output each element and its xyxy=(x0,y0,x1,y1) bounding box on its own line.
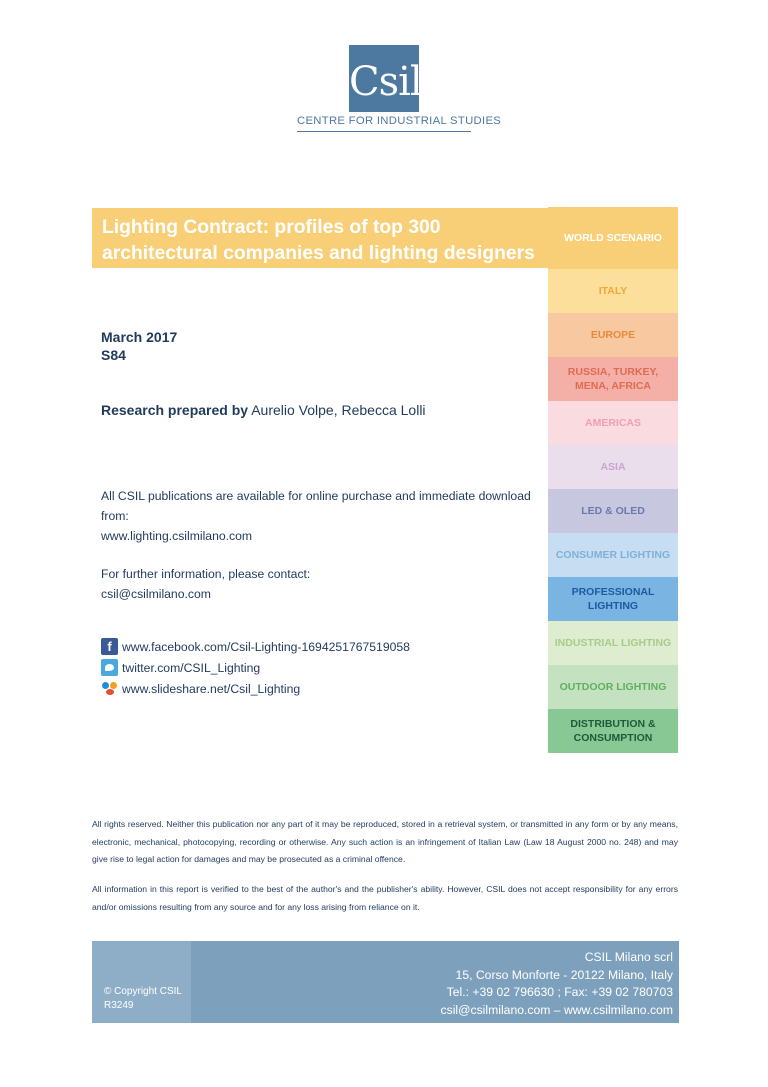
report-title-line-1: Lighting Contract: profiles of top 300 xyxy=(102,217,441,238)
menu-item-europe[interactable]: EUROPE xyxy=(548,313,678,357)
report-reference: R3249 xyxy=(104,1000,134,1011)
menu-item-professional-lighting[interactable]: PROFESSIONAL LIGHTING xyxy=(548,577,678,621)
company-name: CSIL Milano scrl xyxy=(584,950,673,964)
report-title-line-2: architectural companies and lighting designers xyxy=(102,243,535,264)
street-address: 15, Corso Monforte - 20122 Milano, Italy xyxy=(455,967,673,982)
csil-logo xyxy=(297,45,502,133)
menu-item-russia-turkey-mena-africa[interactable]: RUSSIA, TURKEY, MENA, AFRICA xyxy=(548,357,678,401)
contact-info xyxy=(101,564,310,604)
facebook-link[interactable]: www.facebook.com/Csil-Lighting-1694251767519058 xyxy=(122,640,410,654)
logo-subtitle: CENTRE FOR INDUSTRIAL STUDIES xyxy=(297,115,502,127)
menu-item-italy[interactable]: ITALY xyxy=(548,269,678,313)
menu-item-asia[interactable]: ASIA xyxy=(548,445,678,489)
social-row-slideshare[interactable] xyxy=(101,680,441,701)
report-date: March 2017 xyxy=(101,329,178,345)
footer-left-panel xyxy=(92,941,191,1023)
copyright-block xyxy=(104,985,182,1013)
report-code: S84 xyxy=(101,347,126,363)
disclaimer-notice: All information in this report is verified to the best of the author's and the publisher's ability. However, CSIL does not accept responsibility for any errors and/or omissions resulting from any source and for any loss arising from reliance on it. xyxy=(92,884,678,912)
menu-item-consumer-lighting[interactable]: CONSUMER LIGHTING xyxy=(548,533,678,577)
research-credit xyxy=(101,402,426,418)
title-banner xyxy=(92,208,549,268)
phone-fax: Tel.: +39 02 796630 ; Fax: +39 02 780703 xyxy=(446,985,673,999)
research-label: Research prepared by xyxy=(101,402,249,418)
publications-link[interactable]: www.lighting.csilmilano.com xyxy=(101,529,253,543)
rights-notice: All rights reserved. Neither this publication nor any part of it may be reproduced, stored in a retrieval system, or transmitted in any form or by any means, electronic, mechanical, photocopying, recording or otherwise. Any such action is an infringement of Italian Law (Law 18 August 2000 no. 248) and may give rise to legal action for damages and may be prosecuted as a criminal offence. xyxy=(92,819,678,864)
report-title xyxy=(102,215,547,267)
menu-item-outdoor-lighting[interactable]: OUTDOOR LIGHTING xyxy=(548,665,678,709)
menu-item-americas[interactable]: AMERICAS xyxy=(548,401,678,445)
logo-word: Csil xyxy=(349,59,422,105)
section-menu xyxy=(548,207,678,753)
footer-bar xyxy=(92,941,679,1023)
email-web[interactable]: csil@csilmilano.com – www.csilmilano.com xyxy=(440,1002,673,1017)
twitter-icon xyxy=(101,659,118,676)
contact-email[interactable]: csil@csilmilano.com xyxy=(101,587,211,601)
slideshare-link[interactable]: www.slideshare.net/Csil_Lighting xyxy=(122,682,301,696)
social-row-facebook[interactable] xyxy=(101,638,441,659)
social-links xyxy=(101,638,441,701)
research-authors: Aurelio Volpe, Rebecca Lolli xyxy=(251,402,426,418)
menu-item-world-scenario[interactable]: WORLD SCENARIO xyxy=(548,207,678,269)
contact-text: For further information, please contact: xyxy=(101,567,311,581)
menu-item-distribution-consumption[interactable]: DISTRIBUTION & CONSUMPTION xyxy=(548,709,678,753)
slideshare-icon xyxy=(101,680,118,697)
company-address xyxy=(441,949,673,1019)
twitter-link[interactable]: twitter.com/CSIL_Lighting xyxy=(122,661,261,675)
social-row-twitter[interactable] xyxy=(101,659,441,680)
date-block xyxy=(101,328,177,364)
menu-item-industrial-lighting[interactable]: INDUSTRIAL LIGHTING xyxy=(548,621,678,665)
publications-info xyxy=(101,486,531,546)
menu-item-led-oled[interactable]: LED & OLED xyxy=(548,489,678,533)
publications-text: All CSIL publications are available for online purchase and immediate download from: xyxy=(101,489,531,523)
copyright-text: © Copyright CSIL xyxy=(104,986,182,997)
logo-underline xyxy=(297,131,471,132)
facebook-icon: f xyxy=(101,638,118,655)
